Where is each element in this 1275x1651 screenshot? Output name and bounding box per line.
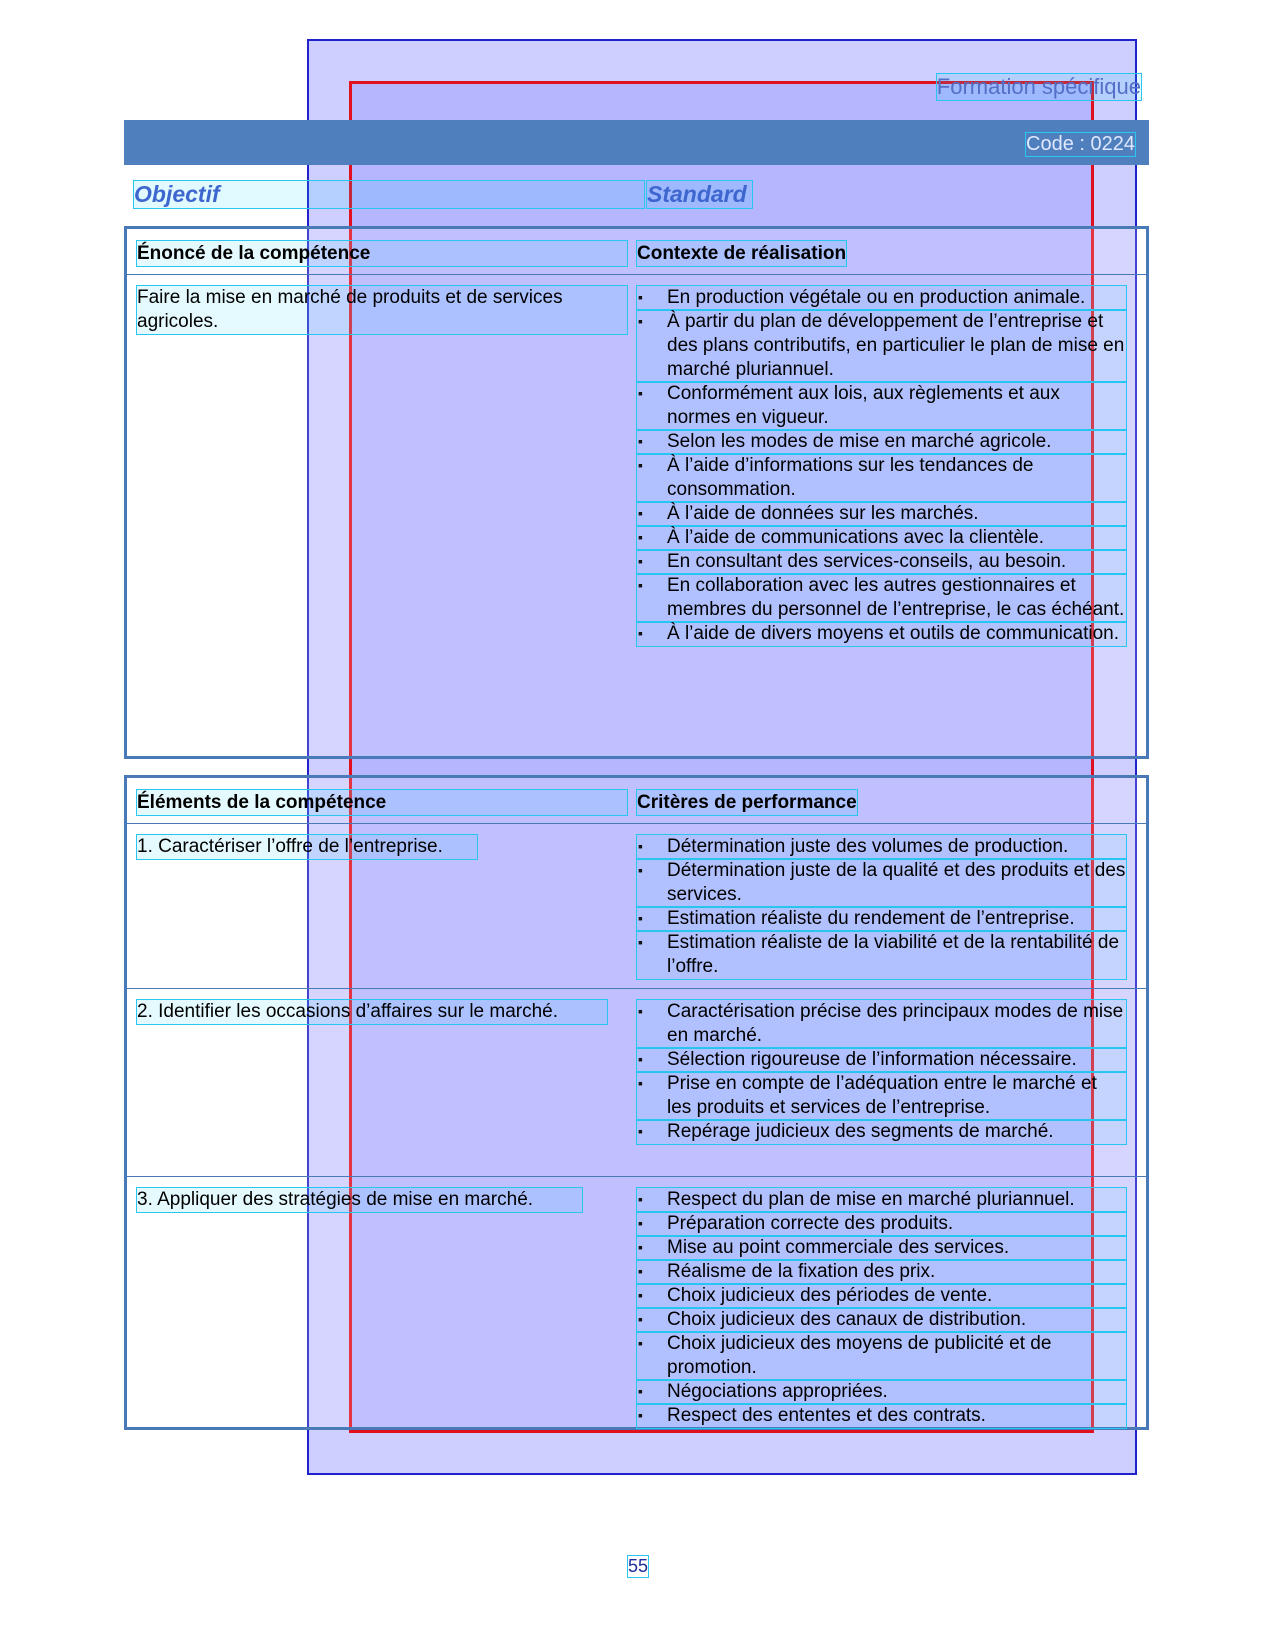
list-item: ▪ En production végétale ou en production animale. (637, 286, 1126, 310)
contexte-cell (637, 286, 1146, 756)
competence-header-row (127, 229, 1146, 275)
list-item: ▪ À l’aide d’informations sur les tendances de consommation. (637, 454, 1126, 502)
criteria-list (637, 835, 1126, 979)
criteres-header: Critères de performance (637, 792, 857, 813)
list-item: ▪ Choix judicieux des canaux de distribution. (637, 1308, 1126, 1332)
elements-header-right-cell (637, 790, 1146, 823)
list-item: ▪ En collaboration avec les autres gestionnaires et membres du personnel de l’entreprise, le cas échéant. (638, 575, 1125, 620)
bullet-icon: ▪ (638, 838, 643, 854)
page-number: 55 (628, 1556, 649, 1576)
list-item: ▪ Négociations appropriées. (637, 1380, 1126, 1404)
list-item: ▪ Prise en compte de l’adéquation entre le marché et les produits et services de l’entreprise. (637, 1072, 1126, 1120)
list-item: ▪ Selon les modes de mise en marché agricole. (637, 430, 1126, 454)
criteria-list (637, 1000, 1126, 1144)
element-text: 3. Appliquer des stratégies de mise en marché. (137, 1188, 582, 1212)
list-item: ▪ Estimation réaliste du rendement de l’entreprise. (637, 907, 1126, 931)
list-item: ▪ Respect du plan de mise en marché pluriannuel. (637, 1188, 1126, 1212)
enonce-cell (127, 286, 637, 756)
bullet-icon: ▪ (638, 625, 643, 641)
elements-header: Éléments de la compétence (137, 790, 627, 815)
list-item: ▪ À l’aide de divers moyens et outils de communication. (637, 622, 1126, 646)
list-item: ▪ Mise au point commerciale des services. (637, 1236, 1126, 1260)
elements-header-row (127, 778, 1146, 824)
bullet-icon: ▪ (638, 1191, 643, 1207)
list-item: ▪ Repérage judicieux des segments de marché. (637, 1120, 1126, 1144)
bullet-icon: ▪ (638, 529, 643, 545)
list-item: ▪ À l’aide de communications avec la clientèle. (637, 526, 1126, 550)
bullet-icon: ▪ (638, 289, 643, 305)
bullet-icon: ▪ (638, 1335, 643, 1351)
bullet-icon: ▪ (638, 1263, 643, 1279)
list-item: ▪ À l’aide de données sur les marchés. (637, 502, 1126, 526)
bullet-icon: ▪ (638, 910, 643, 926)
competence-content-row (127, 275, 1146, 756)
bullet-icon: ▪ (638, 1311, 643, 1327)
table-row (127, 1177, 1146, 1427)
bullet-icon: ▪ (638, 934, 643, 950)
list-item: ▪ En consultant des services-conseils, au besoin. (637, 550, 1126, 574)
list-item: ▪ Estimation réaliste de la viabilité et de la rentabilité de l’offre. (637, 931, 1126, 979)
list-item: ▪ Sélection rigoureuse de l’information nécessaire. (637, 1048, 1126, 1072)
competence-table (124, 226, 1149, 759)
bullet-icon: ▪ (638, 1407, 643, 1423)
bullet-icon: ▪ (638, 1051, 643, 1067)
criteria-list (637, 1188, 1126, 1428)
table-row (127, 989, 1146, 1177)
list-item: ▪ Conformément aux lois, aux règlements et aux normes en vigueur. (637, 382, 1126, 430)
list-item: ▪ Préparation correcte des produits. (637, 1212, 1126, 1236)
criteria-cell (637, 1188, 1146, 1427)
bullet-icon: ▪ (638, 385, 643, 401)
elements-table (124, 775, 1149, 1430)
element-cell (127, 1188, 637, 1427)
criteria-cell (637, 835, 1146, 988)
elements-header-left-cell (127, 790, 637, 823)
standard-heading: Standard (647, 181, 752, 208)
bullet-icon: ▪ (638, 553, 643, 569)
competence-header-left-cell (127, 241, 637, 274)
list-item: ▪ Détermination juste des volumes de production. (637, 835, 1126, 859)
code-banner (124, 120, 1149, 165)
objectif-heading: Objectif (134, 181, 644, 208)
bullet-icon: ▪ (638, 1383, 643, 1399)
element-cell (127, 1000, 637, 1176)
bullet-icon: ▪ (638, 862, 643, 878)
contexte-list (637, 286, 1126, 646)
bullet-icon: ▪ (638, 1215, 643, 1231)
bullet-icon: ▪ (638, 1123, 643, 1139)
element-text: 1. Caractériser l’offre de l’entreprise. (137, 835, 477, 859)
competence-header-right-cell (637, 241, 1146, 274)
list-item: ▪ Choix judicieux des périodes de vente. (637, 1284, 1126, 1308)
list-item: ▪ Réalisme de la fixation des prix. (637, 1260, 1126, 1284)
list-item: ▪ À partir du plan de développement de l’entreprise et des plans contributifs, en particulier le plan de mise en marché pluriannuel. (638, 311, 1125, 380)
element-cell (127, 835, 637, 988)
bullet-icon: ▪ (638, 1075, 643, 1091)
formation-title: Formation spécifique (936, 74, 1141, 99)
bullet-icon: ▪ (638, 457, 643, 473)
list-item: ▪ Choix judicieux des moyens de publicité et de promotion. (637, 1332, 1126, 1380)
element-text: 2. Identifier les occasions d’affaires sur le marché. (137, 1000, 607, 1024)
list-item: ▪ Caractérisation précise des principaux modes de mise en marché. (637, 1000, 1126, 1048)
bullet-icon: ▪ (638, 577, 643, 593)
table-row (127, 824, 1146, 989)
bullet-icon: ▪ (638, 505, 643, 521)
list-item: ▪ Respect des ententes et des contrats. (637, 1404, 1126, 1428)
code-label: Code : 0224 (1026, 133, 1135, 155)
enonce-header: Énoncé de la compétence (137, 241, 627, 266)
bullet-icon: ▪ (638, 313, 643, 329)
list-item: ▪ Détermination juste de la qualité et des produits et des services. (638, 860, 1126, 905)
contexte-header: Contexte de réalisation (637, 243, 847, 264)
bullet-icon: ▪ (638, 1287, 643, 1303)
bullet-icon: ▪ (638, 1239, 643, 1255)
bullet-icon: ▪ (638, 433, 643, 449)
criteria-cell (637, 1000, 1146, 1176)
enonce-text: Faire la mise en marché de produits et de services agricoles. (137, 286, 627, 334)
bullet-icon: ▪ (638, 1003, 643, 1019)
